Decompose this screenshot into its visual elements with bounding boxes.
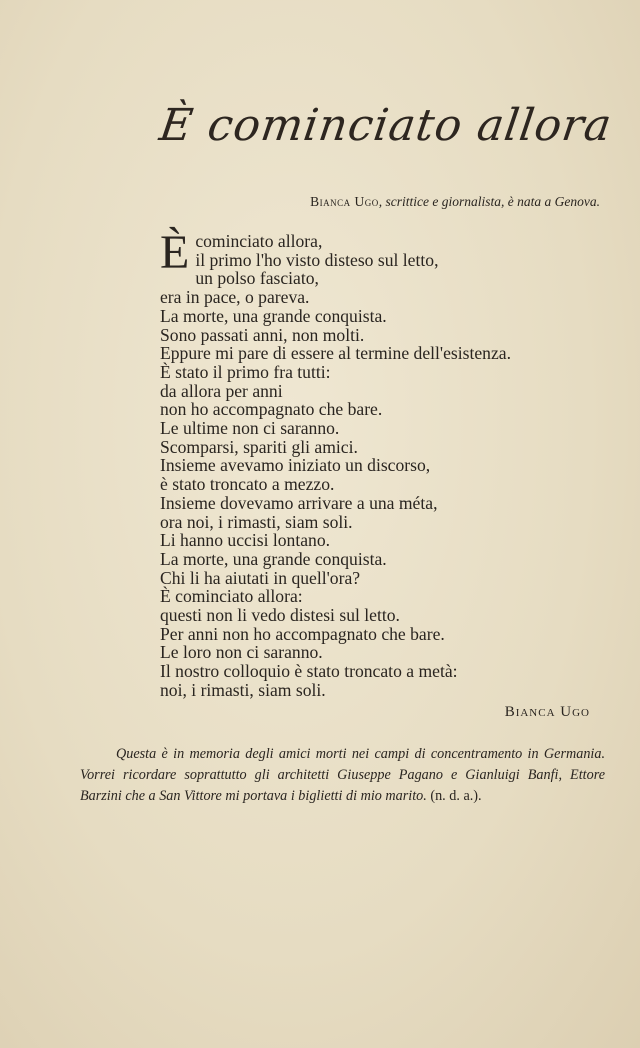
poem-line: Scomparsi, spariti gli amici. bbox=[160, 436, 358, 457]
poem-line: noi, i rimasti, siam soli. bbox=[160, 679, 326, 700]
poem-dropcap: È bbox=[160, 226, 190, 279]
poem-lines bbox=[160, 269, 600, 699]
poem-line: Li hanno uccisi lontano. bbox=[160, 530, 331, 551]
poem-line: Il nostro colloquio è stato troncato a metà: bbox=[160, 661, 458, 682]
poem-line: è stato troncato a mezzo. bbox=[160, 474, 335, 495]
poem-line: Chi li ha aiutati in quell'ora? bbox=[160, 567, 361, 588]
poem-line: La morte, una grande conquista. bbox=[160, 548, 387, 569]
poem-line: È stato il primo fra tutti: bbox=[160, 361, 331, 382]
poem-line: Insieme dovevamo arrivare a una méta, bbox=[160, 492, 438, 513]
poem-line: Insieme avevamo iniziato un discorso, bbox=[160, 455, 431, 476]
note-text: Questa è in memoria degli amici morti nei campi di concentramento in Germania. Vorrei ricordare soprattutto gli architetti Giuseppe Pagano e Gianluigi Banfi, Ettore Barzini che a San Vittore mi portava i biglietti di mio marito. bbox=[80, 746, 605, 804]
poem-line: era in pace, o pareva. bbox=[160, 287, 310, 308]
byline-author: Bianca Ugo bbox=[310, 194, 379, 209]
poem-line: La morte, una grande conquista. bbox=[160, 305, 387, 326]
poem-line: cominciato allora, bbox=[195, 231, 323, 251]
poem-line: Le loro non ci saranno. bbox=[160, 642, 323, 663]
poem-line: questi non li vedo distesi sul letto. bbox=[160, 605, 400, 626]
poem-line: il primo l'ho visto disteso sul letto, bbox=[195, 249, 439, 270]
poem-line: un polso fasciato, bbox=[195, 268, 319, 289]
poem-line: ora noi, i rimasti, siam soli. bbox=[160, 511, 353, 532]
poem-line: Le ultime non ci saranno. bbox=[160, 418, 340, 439]
author-byline bbox=[310, 194, 600, 210]
poem-line: da allora per anni bbox=[160, 380, 283, 401]
poem-line: Per anni non ho accompagnato che bare. bbox=[160, 623, 445, 644]
note-suffix: (n. d. a.). bbox=[430, 788, 482, 804]
poem-line: non ho accompagnato che bare. bbox=[160, 399, 383, 420]
page-title: È cominciato allora bbox=[156, 100, 616, 151]
poem-line: Eppure mi pare di essere al termine dell'esistenza. bbox=[160, 343, 511, 364]
poem-line: Sono passati anni, non molti. bbox=[160, 324, 365, 345]
byline-description: , scrittice e giornalista, è nata a Genova. bbox=[378, 194, 600, 209]
poem-line: È cominciato allora: bbox=[160, 586, 303, 607]
poem bbox=[160, 226, 600, 700]
poem-signature: Bianca Ugo bbox=[504, 704, 590, 720]
author-note bbox=[80, 744, 605, 807]
